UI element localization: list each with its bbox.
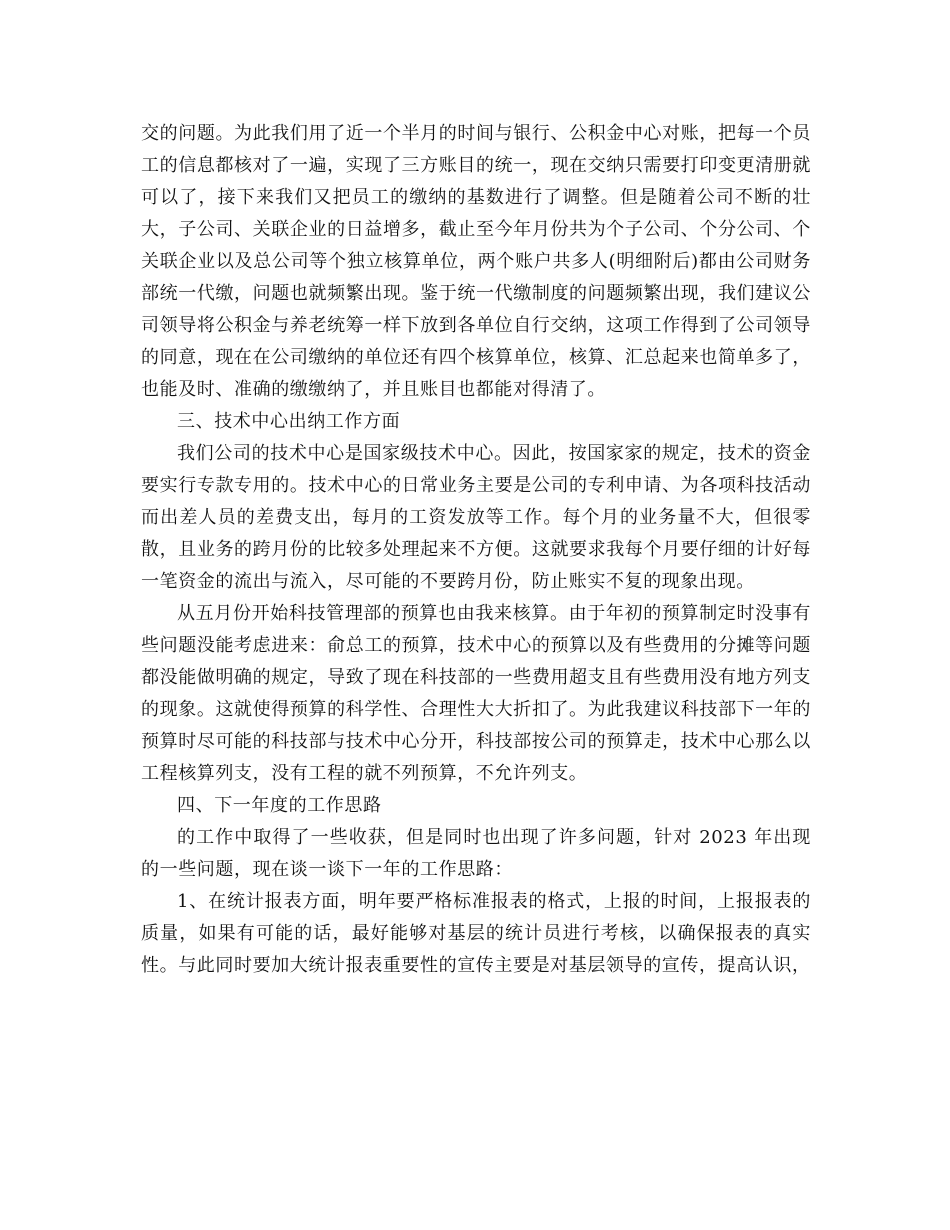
section-heading-tech-center: 三、技术中心出纳工作方面 (177, 411, 401, 432)
paragraph-tech-center-funds: 我们公司的技术中心是国家级技术中心。因此，按国家家的规定，技术的资金要实行专款专用的。技术中心的日常业务主要是公司的专利申请、为各项科技活动而出差人员的差费支出，每月的工资发放等工作。每个月的业务量不大，但很零散，且业务的跨月份的比较多处理起来不方便。这就要求我每个月要仔细的计好每一笔资金的流出与流入，尽可能的不要跨月份，防止账实不复的现象出现。 (141, 443, 811, 592)
paragraph-account-reconciliation: 交的问题。为此我们用了近一个半月的时间与银行、公积金中心对账，把每一个员工的信息都核对了一遍，实现了三方账目的统一，现在交纳只需要打印变更清册就可以了，接下来我们又把员工的缴纳的基数进行了调整。但是随着公司不断的壮大，子公司、关联企业的日益增多，截止至今年月份共为个子公司、个分公司、个关联企业以及总公司等个独立核算单位，两个账户共多人(明细附后)都由公司财务部统一代缴，问题也就频繁出现。鉴于统一代缴制度的问题频繁出现，我们建议公司领导将公积金与养老统筹一样下放到各单位自行交纳，这项工作得到了公司领导的同意，现在在公司缴纳的单位还有四个核算单位，核算、汇总起来也简单多了，也能及时、准确的缴缴纳了，并且账目也都能对得清了。 (141, 123, 811, 400)
paragraph-budget-accounting: 从五月份开始科技管理部的预算也由我来核算。由于年初的预算制定时没事有些问题没能考虑进来：俞总工的预算，技术中心的预算以及有些费用的分摊等问题都没能做明确的规定，导致了现在科技部的一些费用超支且有些费用没有地方列支的现象。这就使得预算的科学性、合理性大大折扣了。为此我建议科技部下一年的预算时尽可能的科技部与技术中心分开，科技部按公司的预算走，技术中心那么以工程核算列支，没有工程的就不列预算，不允许列支。 (141, 603, 811, 784)
paragraph-statistics-reports: 1、在统计报表方面，明年要严格标准报表的格式，上报的时间，上报报表的质量，如果有可能的话，最好能够对基层的统计员进行考核，以确保报表的真实性。与此同时要加大统计报表重要性的宣传主要是对基层领导的宣传，提高认识， (141, 891, 811, 976)
section-heading-next-year: 四、下一年度的工作思路 (177, 795, 382, 816)
document-page (141, 118, 811, 982)
paragraph-next-year-intro: 的工作中取得了一些收获，但是同时也出现了许多问题，针对 2023 年出现的一些问题，现在谈一谈下一年的工作思路： (141, 827, 811, 880)
